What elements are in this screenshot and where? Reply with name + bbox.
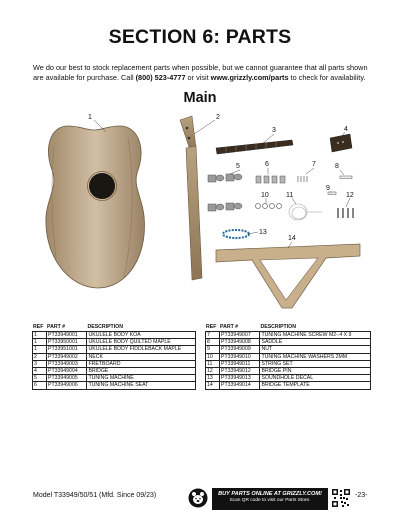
section-subtitle: Main — [183, 90, 217, 106]
table-row — [32, 354, 196, 361]
page-number: -23- — [355, 492, 368, 499]
row-ref: 12 — [206, 368, 220, 374]
table-header — [32, 323, 196, 331]
table-row — [205, 375, 371, 382]
row-description: NECK — [88, 353, 103, 360]
table-row — [32, 368, 196, 375]
callout-12: 12 — [346, 192, 354, 199]
row-description: FRETBOARD — [88, 360, 121, 367]
bridge-template-part — [216, 244, 360, 308]
row-part: PT33949010 — [220, 354, 260, 360]
parts-table-right — [205, 323, 371, 390]
row-description: BRIDGE TEMPLATE — [261, 382, 310, 389]
row-description: TUNING MACHINE SCREW M2-.4 X 9 — [261, 332, 352, 338]
row-ref: 14 — [206, 382, 220, 388]
row-description: TUNING MACHINE — [88, 375, 134, 382]
bridge-pins-part — [338, 208, 353, 218]
washers-part — [256, 204, 282, 209]
header-part: PART # — [47, 324, 66, 330]
row-part: PT33949002 — [47, 354, 87, 360]
row-ref: 1 — [33, 332, 47, 338]
callout-4: 4 — [344, 126, 348, 133]
row-part: PT33949011 — [220, 361, 260, 367]
table-row — [205, 332, 371, 339]
table-row — [32, 332, 196, 339]
row-ref: 2 — [33, 354, 47, 360]
footer-model-text: Model T33949/50/51 (Mfd. Since 09/23) — [33, 492, 157, 499]
neck-part — [180, 116, 202, 280]
row-description: STRING SET — [261, 360, 293, 367]
row-part: PT33949003 — [47, 361, 87, 367]
row-ref: 13 — [206, 375, 220, 381]
row-part: PT33951001 — [47, 346, 87, 352]
callout-10: 10 — [261, 192, 269, 199]
promo-headline: BUY PARTS ONLINE AT GRIZZLY.COM! — [218, 491, 322, 497]
row-ref: 1 — [33, 346, 47, 352]
row-part: PT33949001 — [47, 332, 87, 338]
row-description: UKULELE BODY KOA — [88, 332, 141, 338]
exploded-view-drawing — [30, 108, 375, 323]
qr-code-icon[interactable] — [331, 488, 351, 508]
callout-9: 9 — [326, 185, 330, 192]
saddle-part — [340, 176, 352, 179]
header-description: DESCRIPTION — [87, 324, 123, 330]
parts-store-banner[interactable] — [212, 488, 328, 510]
parts-diagram — [30, 108, 375, 323]
header-description: DESCRIPTION — [260, 324, 296, 330]
table-row — [205, 382, 371, 389]
screws-part — [298, 176, 307, 182]
table-row — [205, 361, 371, 368]
row-part: PT33949006 — [47, 382, 87, 388]
string-set-part — [289, 204, 322, 220]
table-body — [32, 331, 196, 390]
table-row — [205, 339, 371, 346]
fretboard-part — [216, 140, 293, 154]
row-description: SOUNDHOLE DECAL — [261, 375, 314, 382]
row-part: PT33949012 — [220, 368, 260, 374]
row-description: BRIDGE — [88, 367, 109, 374]
row-description: TUNING MACHINE SEAT — [88, 382, 149, 389]
parts-table-left — [32, 323, 196, 390]
row-part: PT33949005 — [47, 375, 87, 381]
row-part: PT33949009 — [220, 346, 260, 352]
callout-2: 2 — [216, 114, 220, 121]
row-part: PT33949014 — [220, 382, 260, 388]
row-description: TUNING MACHINE WASHERS 2MM — [261, 353, 348, 360]
table-row — [205, 346, 371, 353]
parts-url-link[interactable]: www.grizzly.com/parts — [210, 73, 289, 82]
row-ref: 6 — [33, 382, 47, 388]
row-ref: 5 — [33, 375, 47, 381]
row-ref: 10 — [206, 354, 220, 360]
row-part: PT33949013 — [220, 375, 260, 381]
soundhole-decal-part — [223, 230, 249, 238]
row-description: SADDLE — [261, 339, 283, 346]
row-part: PT33950001 — [47, 339, 87, 345]
ukulele-body-part — [46, 126, 145, 288]
page-title: SECTION 6: PARTS — [108, 26, 292, 48]
callout-7: 7 — [312, 161, 316, 168]
intro-text-2: or visit — [185, 73, 211, 82]
phone-number: (800) 523-4777 — [135, 73, 186, 82]
callout-11: 11 — [286, 192, 294, 199]
intro-paragraph — [33, 63, 373, 83]
callout-1: 1 — [88, 114, 92, 121]
row-description: NUT — [261, 346, 273, 353]
header-part: PART # — [220, 324, 239, 330]
callout-13: 13 — [259, 229, 267, 236]
table-header — [205, 323, 371, 331]
tuning-seats-part — [256, 176, 285, 183]
row-ref: 4 — [33, 368, 47, 374]
row-description: UKULELE BODY FIDDLEBACK MAPLE — [88, 346, 182, 353]
header-ref: REF — [206, 324, 217, 330]
header-ref: REF — [33, 324, 44, 330]
promo-subtext: Scan QR code to visit our Parts Store. — [229, 498, 311, 503]
callout-3: 3 — [272, 127, 276, 134]
callout-8: 8 — [335, 163, 339, 170]
grizzly-bear-logo-icon — [188, 488, 208, 508]
table-row — [205, 368, 371, 375]
table-body — [205, 331, 371, 390]
row-ref: 1 — [33, 339, 47, 345]
row-part: PT33949004 — [47, 368, 87, 374]
tuning-machines-part — [208, 174, 242, 211]
row-ref: 7 — [206, 332, 220, 338]
row-description: UKULELE BODY QUILTED MAPLE — [88, 339, 171, 346]
row-ref: 8 — [206, 339, 220, 345]
row-part: PT33949008 — [220, 339, 260, 345]
nut-part — [328, 192, 336, 195]
table-row — [32, 375, 196, 382]
intro-text-3: to check for availability. — [288, 73, 366, 82]
callout-5: 5 — [236, 163, 240, 170]
callout-6: 6 — [265, 161, 269, 168]
row-ref: 11 — [206, 361, 220, 367]
bridge-part — [330, 134, 352, 152]
table-row — [32, 361, 196, 368]
row-ref: 9 — [206, 346, 220, 352]
callout-14: 14 — [288, 235, 296, 242]
row-part: PT33949007 — [220, 332, 260, 338]
row-description: BRIDGE PIN — [261, 367, 292, 374]
table-row — [32, 382, 196, 389]
intro-text-1: We do our best to stock replacement parts when possible, but we cannot guarantee that all parts shown are available for purchase. Call — [33, 63, 368, 82]
row-ref: 3 — [33, 361, 47, 367]
table-row — [32, 346, 196, 353]
table-row — [205, 354, 371, 361]
table-row — [32, 339, 196, 346]
